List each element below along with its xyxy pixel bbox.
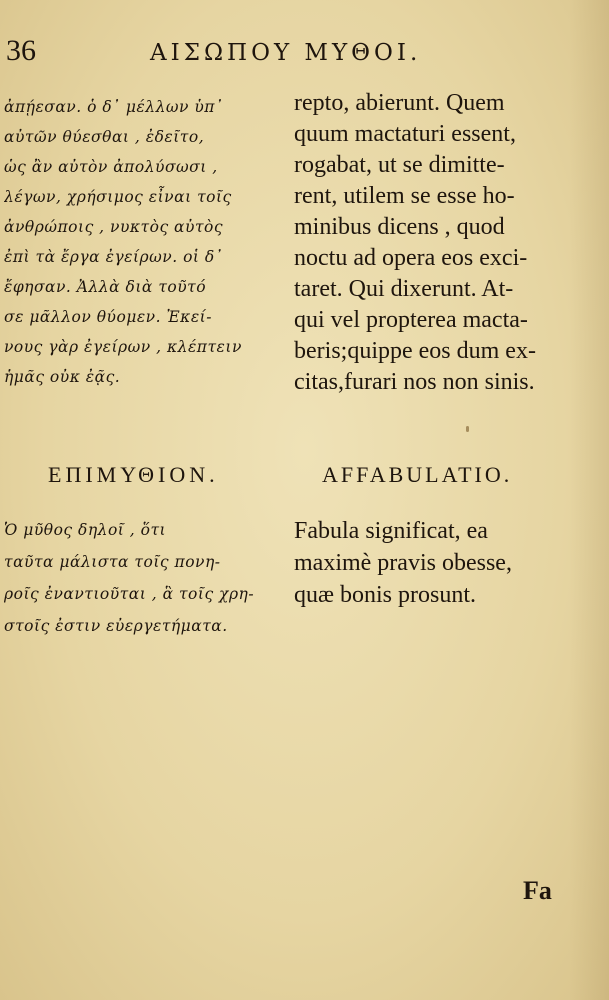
latin-line: rogabat, ut se dimitte- xyxy=(294,152,505,178)
greek-line: σε μᾶλλον θύομεν. Ἐκεί- xyxy=(4,308,212,326)
greek-moral-text xyxy=(4,514,284,642)
latin-moral-text xyxy=(294,515,580,611)
greek-fable-text xyxy=(4,92,284,392)
greek-line: αὐτῶν θύεσθαι , ἐδεῖτο, xyxy=(4,128,205,146)
latin-line: quum mactaturi essent, xyxy=(294,121,516,147)
greek-line: ἀπῄεσαν. ὁ δ᾽ μέλλων ὑπ᾽ xyxy=(4,98,224,116)
greek-line: ἡμᾶς οὐκ ἐᾷς. xyxy=(4,368,121,386)
greek-line: νους γὰρ ἐγείρων , κλέπτειν xyxy=(4,338,242,356)
greek-moral-line: ταῦτα μάλιστα τοῖς πονη- xyxy=(4,553,221,571)
greek-moral-line: στοῖς ἐστιν εὐεργετήματα. xyxy=(4,617,228,635)
latin-line: taret. Qui dixerunt. At- xyxy=(294,276,514,302)
greek-moral-line: Ὁ μῦθος δηλοῖ , ὅτι xyxy=(4,521,167,539)
catchword: Fa xyxy=(523,876,552,905)
latin-line: minibus dicens , quod xyxy=(294,214,505,240)
greek-line: λέγων, χρήσιμος εἶναι τοῖς xyxy=(4,188,232,206)
page-number: 36 xyxy=(6,34,36,67)
latin-line: citas,furari nos non sinis. xyxy=(294,369,535,395)
greek-line: ἐπὶ τὰ ἔργα ἐγείρων. οἱ δ᾽ xyxy=(4,248,223,266)
greek-moral-heading: ΕΠΙΜΥΘΙΟΝ. xyxy=(48,462,219,487)
running-title: ΑΙΣΩΠΟΥ ΜΥΘΟΙ. xyxy=(150,40,422,66)
latin-moral-line: Fabula significat, ea xyxy=(294,518,488,544)
greek-line: ὡς ἂν αὐτὸν ἀπολύσωσι , xyxy=(4,158,218,176)
latin-line: repto, abierunt. Quem xyxy=(294,90,505,116)
ink-fleck xyxy=(466,426,469,432)
latin-line: rent, utilem se esse ho- xyxy=(294,183,515,209)
latin-moral-line: maximè pravis obesse, xyxy=(294,550,512,576)
greek-line: ἔφησαν. Ἀλλὰ διὰ τοῦτό xyxy=(4,278,207,296)
greek-moral-line: ροῖς ἐναντιοῦται , ἃ τοῖς χρη- xyxy=(4,585,255,603)
greek-line: ἀνθρώποις , νυκτὸς αὐτὸς xyxy=(4,218,224,236)
latin-fable-text xyxy=(294,88,580,398)
latin-line: qui vel propterea macta- xyxy=(294,307,528,333)
latin-line: beris;quippe eos dum ex- xyxy=(294,338,536,364)
latin-moral-heading: AFFABULATIO. xyxy=(322,462,513,487)
latin-moral-line: quæ bonis prosunt. xyxy=(294,582,477,608)
latin-line: noctu ad opera eos exci- xyxy=(294,245,528,271)
